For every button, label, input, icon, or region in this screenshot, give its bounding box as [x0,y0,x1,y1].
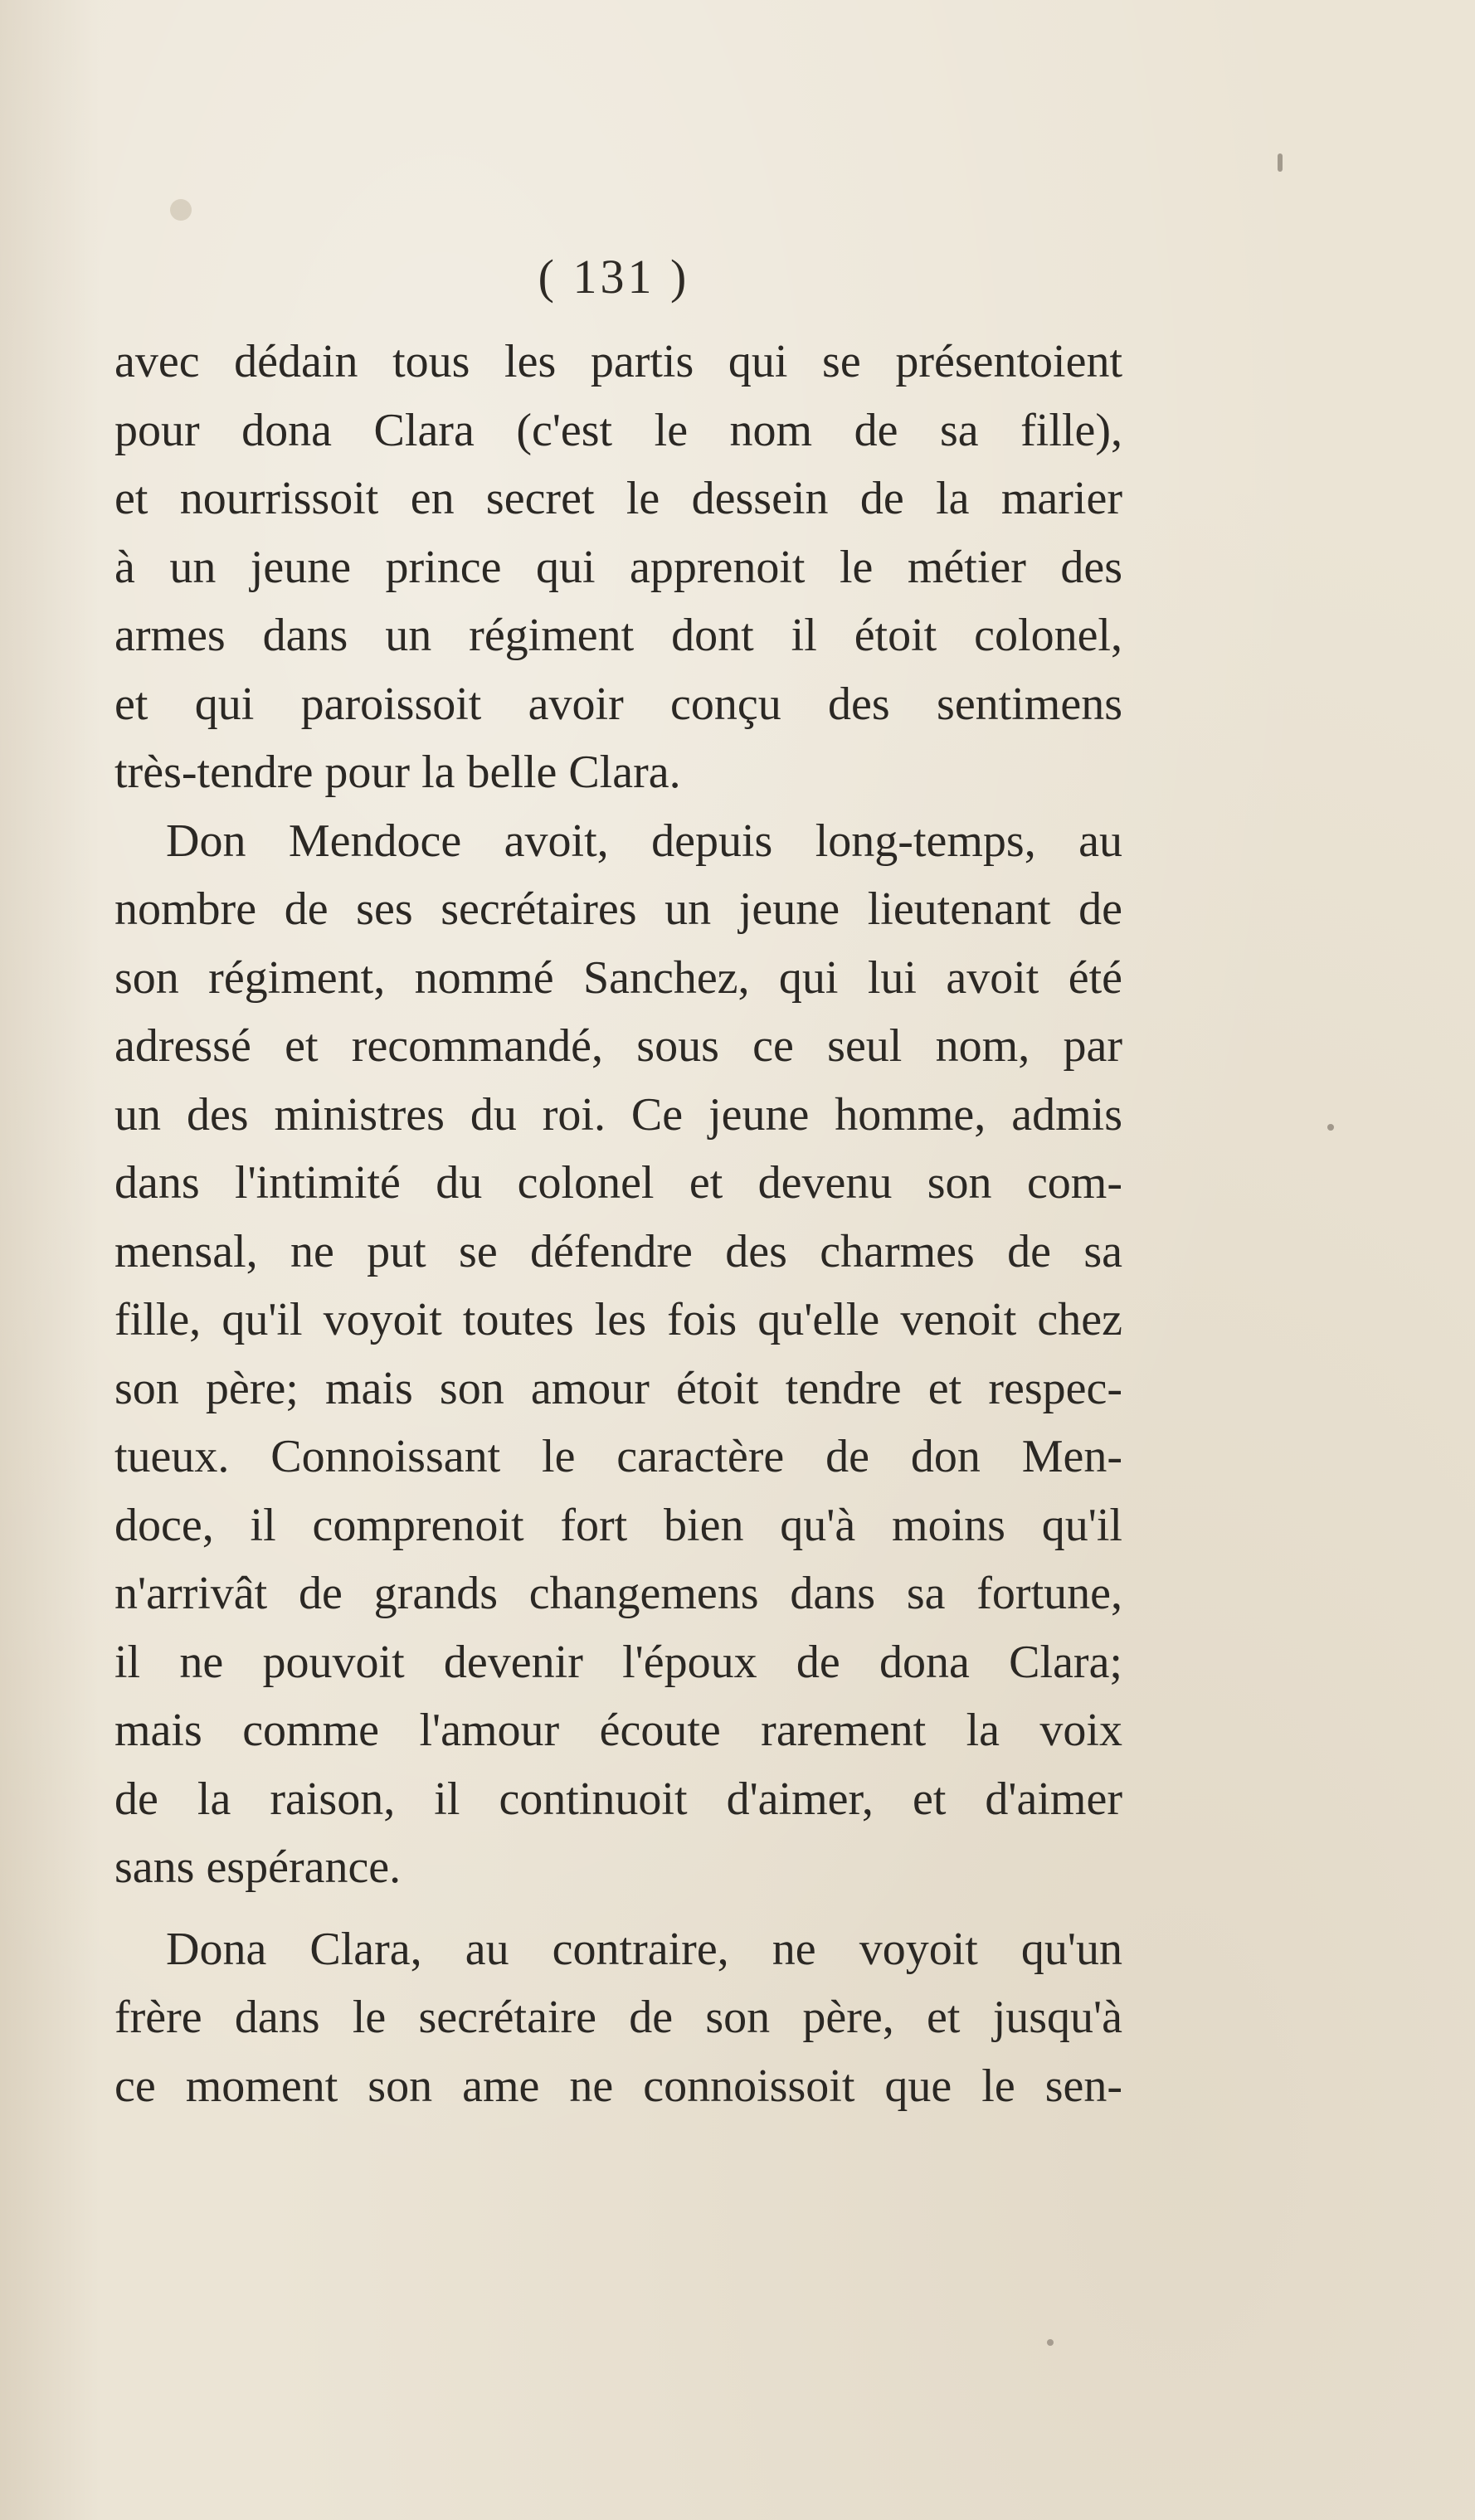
paragraph [114,328,1122,807]
text-line: armes dans un régiment dont il étoit colonel, [114,610,1122,661]
text-line: mensal, ne put se défendre des charmes de sa [114,1225,1122,1277]
paper-stain [1278,153,1283,172]
paragraph [114,1915,1122,2121]
text-line: ce moment son ame ne connoissoit que le sen- [114,2060,1122,2112]
text-line: adressé et recommandé, sous ce seul nom, par [114,1020,1122,1072]
text-line: nombre de ses secrétaires un jeune lieutenant de [114,883,1122,935]
text-line: doce, il comprenoit fort bien qu'à moins qu'il [114,1499,1122,1551]
text-line: et nourrissoit en secret le dessein de la marier [114,473,1122,524]
text-line: pour dona Clara (c'est le nom de sa fille), [114,404,1122,456]
body-text [114,328,1122,2120]
paper-stain [170,199,192,221]
text-line: n'arrivât de grands changemens dans sa fortune, [114,1568,1122,1619]
text-line: dans l'intimité du colonel et devenu son com- [114,1157,1122,1209]
text-line: son régiment, nommé Sanchez, qui lui avoit été [114,951,1122,1004]
text-line: à un jeune prince qui apprenoit le métier des [114,541,1122,593]
page-number-header: ( 131 ) [538,250,690,304]
text-line: mais comme l'amour écoute rarement la voix [114,1705,1122,1756]
text-line: Don Mendoce avoit, depuis long-temps, au [166,815,1122,867]
paragraph-gap [114,1902,1122,1915]
text-line: son père; mais son amour étoit tendre et respec- [114,1362,1122,1414]
text-line: avec dédain tous les partis qui se présentoient [114,336,1122,387]
text-line: frère dans le secrétaire de son père, et jusqu'à [114,1992,1122,2043]
paper-stain [1047,2339,1054,2346]
text-line: très-tendre pour la belle Clara. [114,747,681,798]
text-line: fille, qu'il voyoit toutes les fois qu'elle venoit chez [114,1294,1122,1345]
text-line: un des ministres du roi. Ce jeune homme, admis [114,1088,1122,1141]
paragraph [114,807,1122,1902]
text-line: tueux. Connoissant le caractère de don Men- [114,1431,1122,1482]
text-line: il ne pouvoit devenir l'époux de dona Clara; [114,1636,1122,1688]
paper-stain [1327,1124,1334,1131]
text-line: et qui paroissoit avoir conçu des sentimens [114,678,1122,730]
text-line: de la raison, il continuoit d'aimer, et d'aimer [114,1773,1122,1825]
text-line: sans espérance. [114,1841,402,1893]
text-line: Dona Clara, au contraire, ne voyoit qu'un [166,1923,1122,1975]
